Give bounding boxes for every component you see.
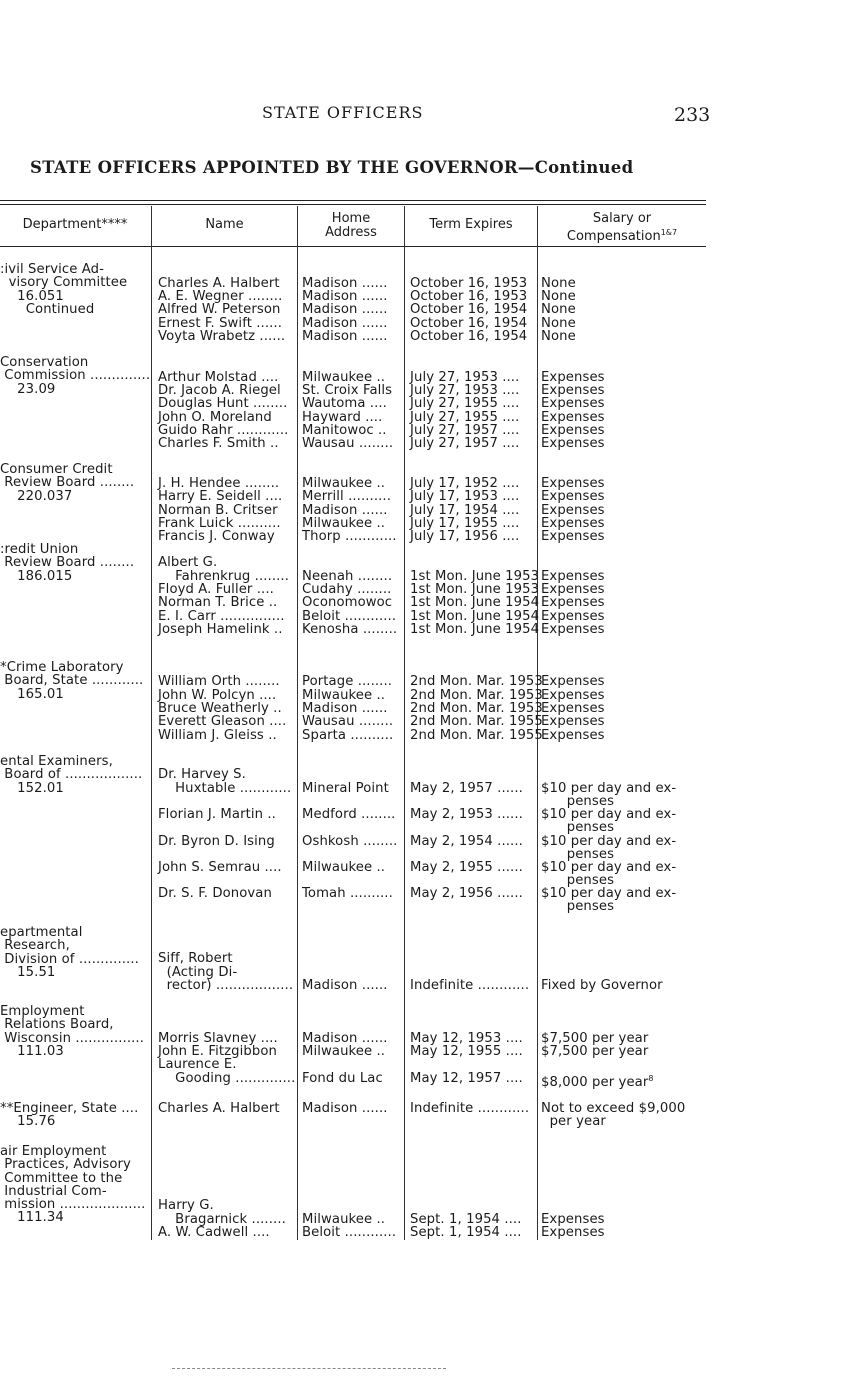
officer-name: Frank Luick .......... [158,516,281,531]
officer-name: Alfred W. Peterson [158,302,281,317]
officer-name: Bruce Weatherly .. [158,701,282,716]
officer-name: Charles F. Smith .. [158,436,279,451]
column-divider [151,206,152,1240]
officer-term: May 2, 1957 ...... [410,781,523,796]
column-header-name: Name [205,217,244,232]
officer-term: July 17, 1956 .... [410,529,520,544]
officer-address: Milwaukee .. [302,860,386,875]
officer-address: Merrill .......... [302,489,392,504]
department-cell: **Engineer, State .... 15.76 [0,1101,139,1130]
column-divider [297,206,298,1240]
officer-name: Harry G. [158,1198,214,1213]
officer-address: Manitowoc .. [302,423,387,438]
officer-address: Milwaukee .. [302,370,386,385]
officer-term: July 27, 1953 .... [410,370,520,385]
officer-term: 2nd Mon. Mar. 1953 [410,701,543,716]
officer-salary: $7,500 per year [541,1044,649,1059]
officer-name: Joseph Hamelink .. [158,622,283,637]
officer-salary: Expenses [541,489,605,504]
officer-term: July 27, 1953 .... [410,383,520,398]
officer-name: Floyd A. Fuller .... [158,582,274,597]
officer-term: May 12, 1955 .... [410,1044,523,1059]
officer-salary: Expenses [541,503,605,518]
officer-term: May 2, 1956 ...... [410,886,523,901]
officer-salary: $10 per day and ex- penses [541,807,677,836]
officer-term: 2nd Mon. Mar. 1953 [410,674,543,689]
officer-name: Florian J. Martin .. [158,807,276,822]
department-cell: ental Examiners, Board of .................. 152.01 [0,754,143,796]
officer-salary [541,1072,654,1089]
officer-term: May 2, 1955 ...... [410,860,523,875]
officer-address: Kenosha ........ [302,622,398,637]
officer-term: Indefinite ............ [410,978,530,993]
officer-salary: Expenses [541,622,605,637]
department-cell: Conservation Commission .............. 23.09 [0,355,151,397]
officer-address: Milwaukee .. [302,516,386,531]
column-header-term: Term Expires [429,217,513,232]
officer-term: 1st Mon. June 1954 [410,622,540,637]
officer-name: Guido Rahr ............ [158,423,289,438]
officer-salary: Fixed by Governor [541,978,663,993]
officer-term: 2nd Mon. Mar. 1953 [410,688,543,703]
officer-salary: Expenses [541,436,605,451]
officer-address: Wautoma .... [302,396,387,411]
department-cell: epartmental Research, Division of .............. 15.51 [0,925,139,980]
table-top-rule-1 [0,200,706,201]
officer-address: Madison ...... [302,978,388,993]
officer-address: Milwaukee .. [302,1044,386,1059]
officer-name: Harry E. Seidell .... [158,489,283,504]
table-header-rule [0,246,706,247]
officer-salary: None [541,289,576,304]
officer-name: Charles A. Halbert [158,1101,280,1116]
officer-address: Thorp ............ [302,529,397,544]
officer-salary: $7,500 per year [541,1031,649,1046]
officer-term: July 27, 1955 .... [410,396,520,411]
officer-name: Laurence E. [158,1057,237,1072]
officer-term: 1st Mon. June 1954 [410,609,540,624]
officer-name: J. H. Hendee ........ [158,476,280,491]
officer-salary: None [541,329,576,344]
page-title: STATE OFFICERS APPOINTED BY THE GOVERNOR—Continued [30,158,634,177]
column-header-salary [538,212,706,244]
officer-name: Norman T. Brice .. [158,595,278,610]
officer-term: July 17, 1954 .... [410,503,520,518]
officer-name: John S. Semrau .... [158,860,282,875]
department-cell: :ivil Service Ad- visory Committee 16.051 Continued [0,262,128,317]
officer-name: Norman B. Critser [158,503,278,518]
officer-address: Madison ...... [302,316,388,331]
officer-address: Beloit ............ [302,609,397,624]
officer-address: Wausau ........ [302,436,394,451]
page-bottom-rule [172,1368,446,1370]
officer-term: Sept. 1, 1954 .... [410,1225,522,1240]
officer-term: July 27, 1957 .... [410,423,520,438]
officer-name: Voyta Wrabetz ...... [158,329,286,344]
officer-address: Milwaukee .. [302,476,386,491]
officer-address: Oshkosh ........ [302,834,398,849]
officer-name: William Orth ........ [158,674,280,689]
officer-name: Gooding .............. [158,1071,296,1086]
officer-name: John E. Fitzgibbon [158,1044,277,1059]
officer-salary: Expenses [541,582,605,597]
officer-name: Huxtable ............ [158,781,292,796]
officer-salary: $10 per day and ex- penses [541,886,677,915]
officer-address: Milwaukee .. [302,1212,386,1227]
officer-address: Neenah ........ [302,569,393,584]
officer-address: Madison ...... [302,1031,388,1046]
officer-address: Portage ........ [302,674,393,689]
department-cell: *Crime Laboratory Board, State ............ 165.01 [0,660,144,702]
officer-salary: Expenses [541,383,605,398]
officer-name: rector) .................. [158,978,294,993]
officer-address: Wausau ........ [302,714,394,729]
column-header-home-address [298,212,404,240]
officer-name: A. W. Cadwell .... [158,1225,270,1240]
officer-salary: Expenses [541,396,605,411]
officer-term: July 27, 1955 .... [410,410,520,425]
officer-name: John O. Moreland [158,410,272,425]
officer-name: Dr. Jacob A. Riegel [158,383,281,398]
officer-salary: Expenses [541,423,605,438]
officer-term: July 17, 1952 .... [410,476,520,491]
officer-name: Morris Slavney .... [158,1031,278,1046]
department-cell: :redit Union Review Board ........ 186.015 [0,542,135,584]
column-header-department: Department**** [22,217,128,232]
officer-name: Dr. S. F. Donovan [158,886,272,901]
officer-salary: None [541,276,576,291]
officer-salary: Expenses [541,1225,605,1240]
table-top-rule-2 [0,204,706,205]
officer-address: Sparta .......... [302,728,394,743]
officer-salary: Expenses [541,701,605,716]
officer-salary: Expenses [541,370,605,385]
officer-address: Oconomowoc [302,595,393,610]
officer-name: Charles A. Halbert [158,276,280,291]
officer-term: 1st Mon. June 1954 [410,595,540,610]
officer-address: Milwaukee .. [302,688,386,703]
officer-salary: Expenses [541,714,605,729]
officer-salary: Expenses [541,609,605,624]
department-cell: Consumer Credit Review Board ........ 220.037 [0,462,135,504]
column-header-home-line1: Home [331,211,371,226]
officer-term: October 16, 1954 [410,329,528,344]
officer-term: October 16, 1954 [410,302,528,317]
officer-salary: Expenses [541,529,605,544]
officer-address: Madison ...... [302,329,388,344]
officer-address: Madison ...... [302,1101,388,1116]
officer-term: October 16, 1953 [410,289,528,304]
officer-term: 2nd Mon. Mar. 1955 [410,714,543,729]
officer-term: May 2, 1954 ...... [410,834,523,849]
officer-name: Siff, Robert [158,951,233,966]
officer-address: Fond du Lac [302,1071,383,1086]
officer-salary: Expenses [541,569,605,584]
column-header-salary-line1: Salary or [592,211,652,226]
officer-term: 2nd Mon. Mar. 1955 [410,728,543,743]
column-header-salary-footnote: 1&7 [660,228,678,237]
officer-name: A. E. Wegner ........ [158,289,283,304]
officer-term: May 2, 1953 ...... [410,807,523,822]
officer-address: Hayward .... [302,410,383,425]
officer-term: May 12, 1953 .... [410,1031,523,1046]
officer-address: Tomah .......... [302,886,393,901]
officer-term: July 17, 1955 .... [410,516,520,531]
officer-name: Arthur Molstad .... [158,370,279,385]
officer-term: July 17, 1953 .... [410,489,520,504]
officer-salary: Expenses [541,476,605,491]
officer-salary: Expenses [541,410,605,425]
officer-term: October 16, 1953 [410,276,528,291]
officer-name: Francis J. Conway [158,529,275,544]
officer-name: John W. Polcyn .... [158,688,277,703]
officer-salary: Expenses [541,516,605,531]
officer-address: Beloit ............ [302,1225,397,1240]
officer-term: October 16, 1954 [410,316,528,331]
officer-salary: Expenses [541,688,605,703]
officer-salary: Expenses [541,595,605,610]
officer-address: Madison ...... [302,302,388,317]
officer-name: Ernest F. Swift ...... [158,316,283,331]
officer-name: Douglas Hunt ........ [158,396,288,411]
officer-address: Madison ...... [302,503,388,518]
officer-term: 1st Mon. June 1953 [410,582,540,597]
officer-salary: Expenses [541,674,605,689]
officer-address: Madison ...... [302,701,388,716]
officer-address: Medford ........ [302,807,396,822]
department-cell: Employment Relations Board, Wisconsin ................ 111.03 [0,1004,145,1059]
column-header-salary-text: Compensation [566,229,661,244]
officer-address: Cudahy ........ [302,582,392,597]
officer-salary: $10 per day and ex- penses [541,860,677,889]
officer-term: May 12, 1957 .... [410,1071,523,1086]
officer-salary: $10 per day and ex- penses [541,834,677,863]
column-header-home-line2: Address [325,225,377,240]
officer-salary: None [541,302,576,317]
officer-term: 1st Mon. June 1953 [410,569,540,584]
officer-name: (Acting Di- [158,965,238,980]
officer-salary: Expenses [541,728,605,743]
running-head: STATE OFFICERS [262,103,424,122]
officer-name: E. I. Carr ............... [158,609,285,624]
salary-footnote: 8 [648,1074,654,1083]
officer-address: St. Croix Falls [302,383,393,398]
officer-address: Madison ...... [302,276,388,291]
officer-name: Dr. Harvey S. [158,767,246,782]
officer-salary-text: $8,000 per year [541,1075,649,1090]
column-header-salary-line2 [538,226,706,244]
officer-salary: Not to exceed $9,000 per year [541,1101,686,1130]
officer-term: July 27, 1957 .... [410,436,520,451]
department-cell: air Employment Practices, Advisory Committee to the Industrial Com- mission .................... 111.34 [0,1144,146,1226]
officer-name: Dr. Byron D. Ising [158,834,275,849]
column-divider [404,206,405,1240]
officer-term: Sept. 1, 1954 .... [410,1212,522,1227]
officer-address: Madison ...... [302,289,388,304]
officer-name: William J. Gleiss .. [158,728,277,743]
page-number: 233 [674,104,711,126]
officer-name: Everett Gleason .... [158,714,287,729]
officer-salary: None [541,316,576,331]
officer-salary: Expenses [541,1212,605,1227]
officer-name: Bragarnick ........ [158,1212,286,1227]
officer-name: Albert G. [158,555,218,570]
officer-name: Fahrenkrug ........ [158,569,289,584]
officer-term: Indefinite ............ [410,1101,530,1116]
officer-address: Mineral Point [302,781,389,796]
officer-salary: $10 per day and ex- penses [541,781,677,810]
